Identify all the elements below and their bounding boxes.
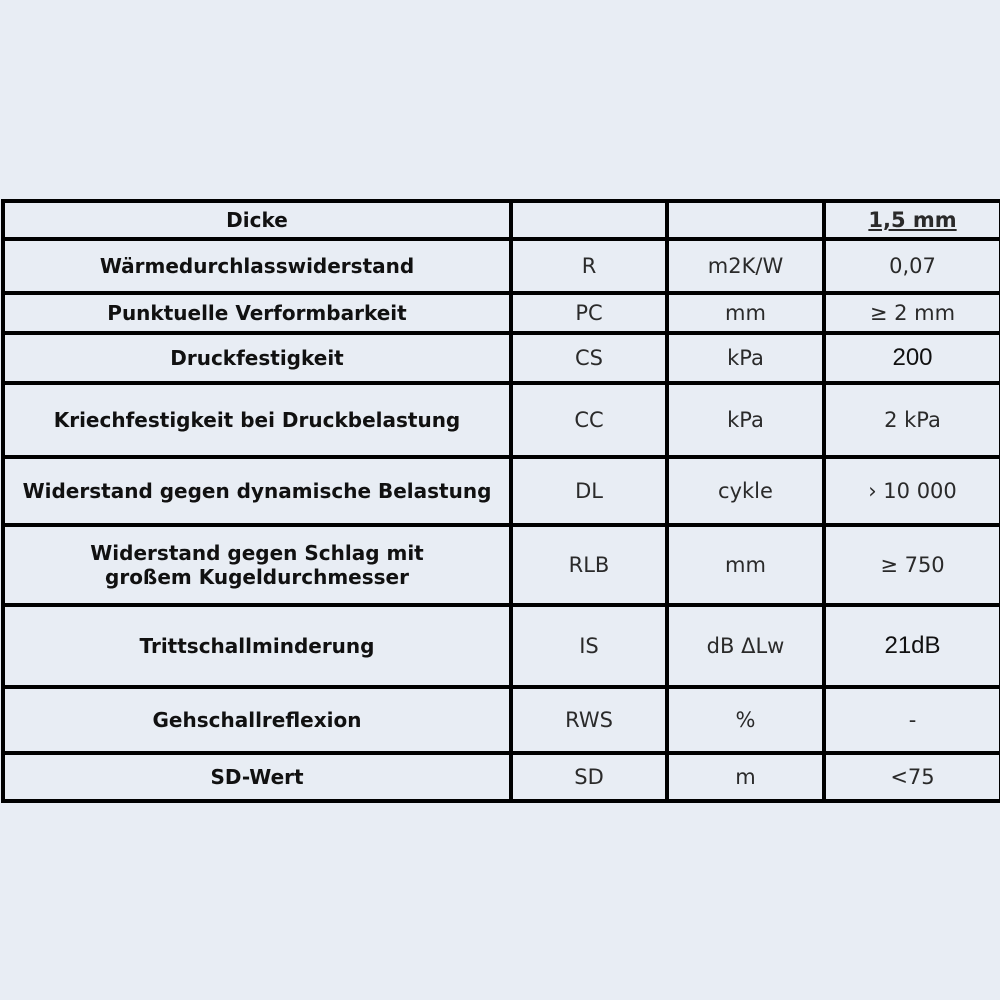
row-value: 2 kPa xyxy=(824,383,1000,457)
row-property: Widerstand gegen Schlag mit großem Kugeldurchmesser xyxy=(3,525,511,605)
table-row xyxy=(3,293,1000,333)
table-row xyxy=(3,333,1000,383)
row-property: Gehschallreflexion xyxy=(3,687,511,753)
row-property: Druckfestigkeit xyxy=(3,333,511,383)
row-unit: m xyxy=(667,753,824,801)
row-value: 21dB xyxy=(824,605,1000,687)
row-symbol: CC xyxy=(511,383,667,457)
row-property: Kriechfestigkeit bei Druckbelastung xyxy=(3,383,511,457)
row-symbol: RWS xyxy=(511,687,667,753)
row-value: - xyxy=(824,687,1000,753)
table-row xyxy=(3,239,1000,293)
row-unit: cykle xyxy=(667,457,824,525)
table-header-row xyxy=(3,201,1000,239)
row-property: Widerstand gegen dynamische Belastung xyxy=(3,457,511,525)
row-symbol: RLB xyxy=(511,525,667,605)
row-symbol: SD xyxy=(511,753,667,801)
row-value: ≥ 2 mm xyxy=(824,293,1000,333)
row-value: › 10 000 xyxy=(824,457,1000,525)
table-row xyxy=(3,383,1000,457)
row-value: <75 xyxy=(824,753,1000,801)
row-unit: mm xyxy=(667,293,824,333)
row-unit: % xyxy=(667,687,824,753)
table-row xyxy=(3,753,1000,801)
row-symbol: R xyxy=(511,239,667,293)
header-property: Dicke xyxy=(3,201,511,239)
row-value: 0,07 xyxy=(824,239,1000,293)
row-symbol: PC xyxy=(511,293,667,333)
specifications-table xyxy=(1,199,1000,803)
table-row xyxy=(3,605,1000,687)
row-value: 200 xyxy=(824,333,1000,383)
row-unit: m2K/W xyxy=(667,239,824,293)
row-symbol: CS xyxy=(511,333,667,383)
row-symbol: DL xyxy=(511,457,667,525)
row-property: Wärmedurchlasswiderstand xyxy=(3,239,511,293)
row-unit: kPa xyxy=(667,333,824,383)
row-unit: mm xyxy=(667,525,824,605)
table-row xyxy=(3,687,1000,753)
header-symbol xyxy=(511,201,667,239)
row-unit: dB ΔLw xyxy=(667,605,824,687)
row-symbol: IS xyxy=(511,605,667,687)
row-unit: kPa xyxy=(667,383,824,457)
row-property: SD-Wert xyxy=(3,753,511,801)
row-property: Punktuelle Verformbarkeit xyxy=(3,293,511,333)
table-row xyxy=(3,457,1000,525)
header-value xyxy=(824,201,1000,239)
header-unit xyxy=(667,201,824,239)
row-value: ≥ 750 xyxy=(824,525,1000,605)
table-row xyxy=(3,525,1000,605)
row-property: Trittschallminderung xyxy=(3,605,511,687)
thickness-value: 1,5 mm xyxy=(868,208,957,232)
